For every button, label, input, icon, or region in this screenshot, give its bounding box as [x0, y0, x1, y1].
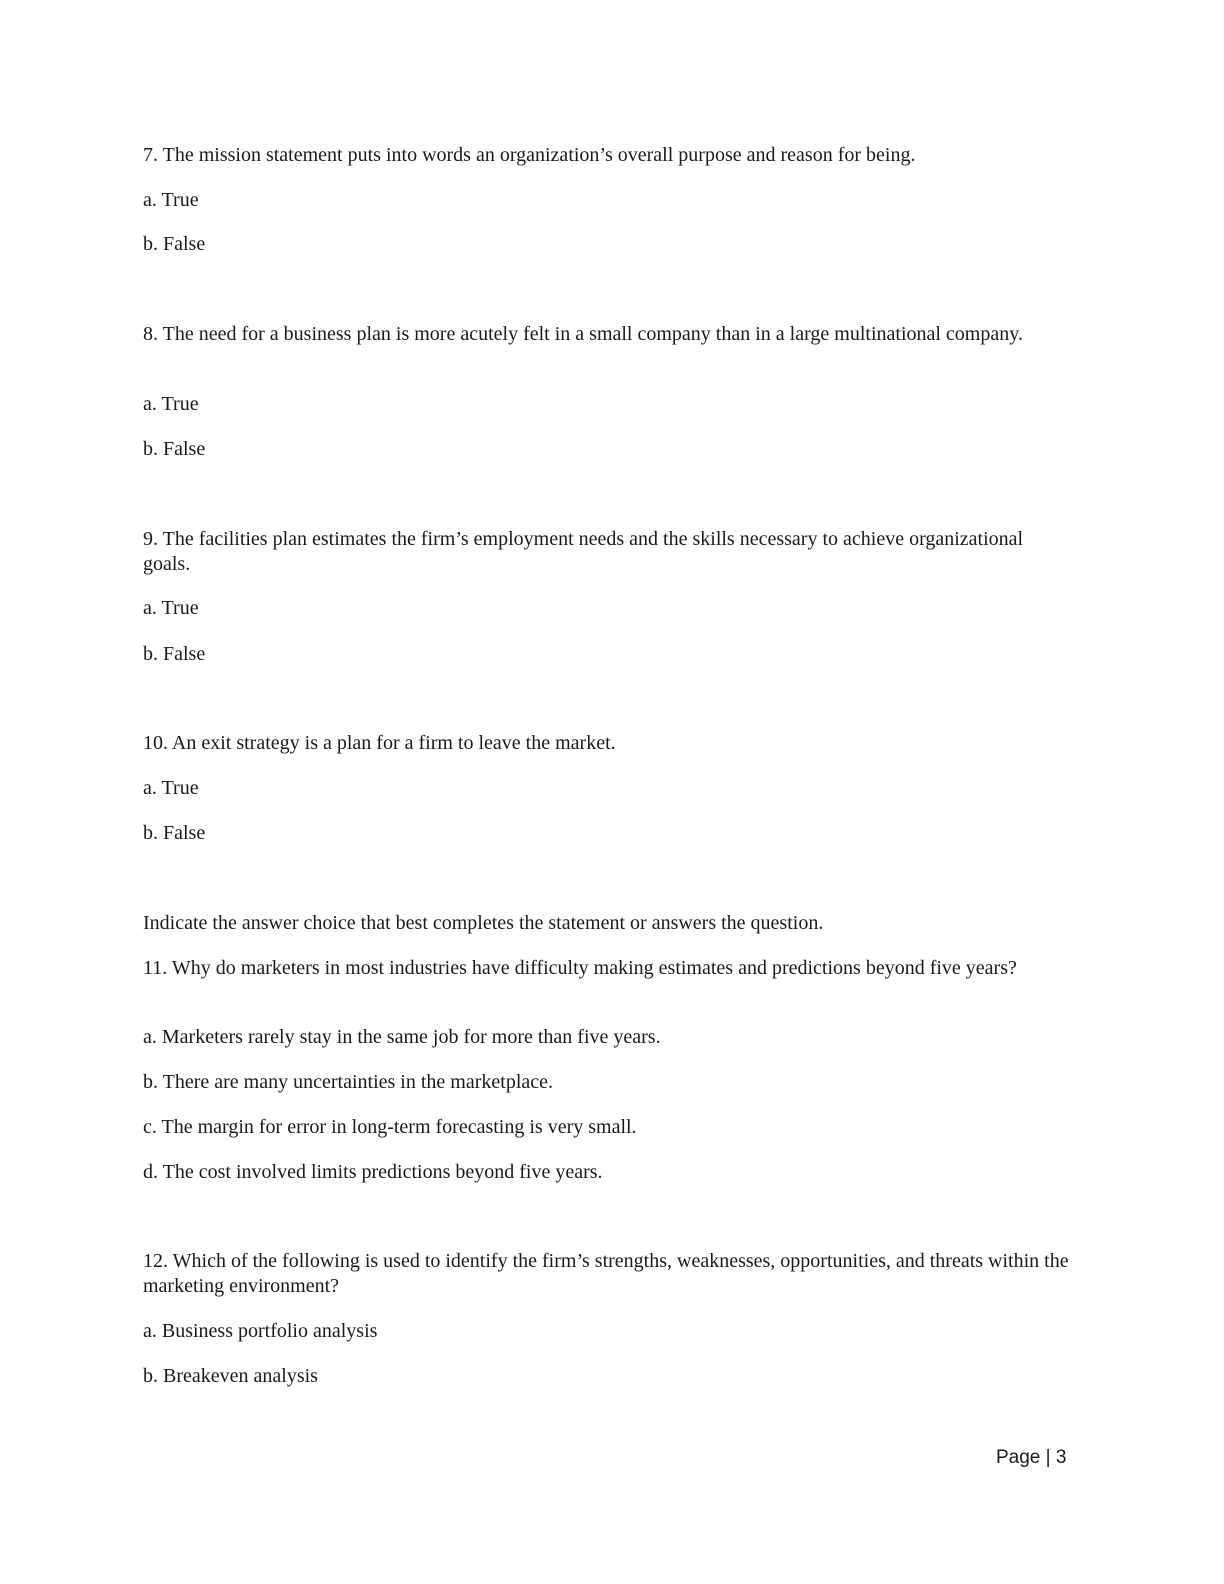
- page-number: Page | 3: [996, 1447, 1067, 1468]
- question-7-option-b: b. False: [143, 233, 206, 255]
- question-12-text: 12. Which of the following is used to identify the firm’s strengths, weaknesses, opportunities, and threats within the marketing environment?: [143, 1250, 1069, 1297]
- question-7-text: 7. The mission statement puts into words an organization’s overall purpose and reason for being.: [143, 144, 916, 166]
- section-instruction: Indicate the answer choice that best completes the statement or answers the question.: [143, 912, 824, 934]
- question-10-option-a: a. True: [143, 777, 199, 799]
- question-9-text: 9. The facilities plan estimates the firm’s employment needs and the skills necessary to achieve organizational goals.: [143, 528, 1024, 575]
- question-11-option-d: d. The cost involved limits predictions beyond five years.: [143, 1161, 603, 1183]
- question-12-option-a: a. Business portfolio analysis: [143, 1320, 378, 1342]
- question-8-text: 8. The need for a business plan is more acutely felt in a small company than in a large multinational company.: [143, 323, 1023, 345]
- question-8-option-a: a. True: [143, 393, 199, 415]
- question-11-option-c: c. The margin for error in long-term forecasting is very small.: [143, 1116, 637, 1138]
- question-11-option-b: b. There are many uncertainties in the marketplace.: [143, 1071, 553, 1093]
- question-7-option-a: a. True: [143, 189, 199, 211]
- question-12-option-b: b. Breakeven analysis: [143, 1365, 318, 1387]
- question-8-option-b: b. False: [143, 438, 206, 460]
- question-10-text: 10. An exit strategy is a plan for a firm to leave the market.: [143, 732, 616, 754]
- question-11-option-a: a. Marketers rarely stay in the same job for more than five years.: [143, 1026, 661, 1048]
- question-9-option-a: a. True: [143, 597, 199, 619]
- question-10-option-b: b. False: [143, 822, 206, 844]
- question-11-text: 11. Why do marketers in most industries have difficulty making estimates and predictions beyond five years?: [143, 957, 1017, 979]
- question-9-option-b: b. False: [143, 643, 206, 665]
